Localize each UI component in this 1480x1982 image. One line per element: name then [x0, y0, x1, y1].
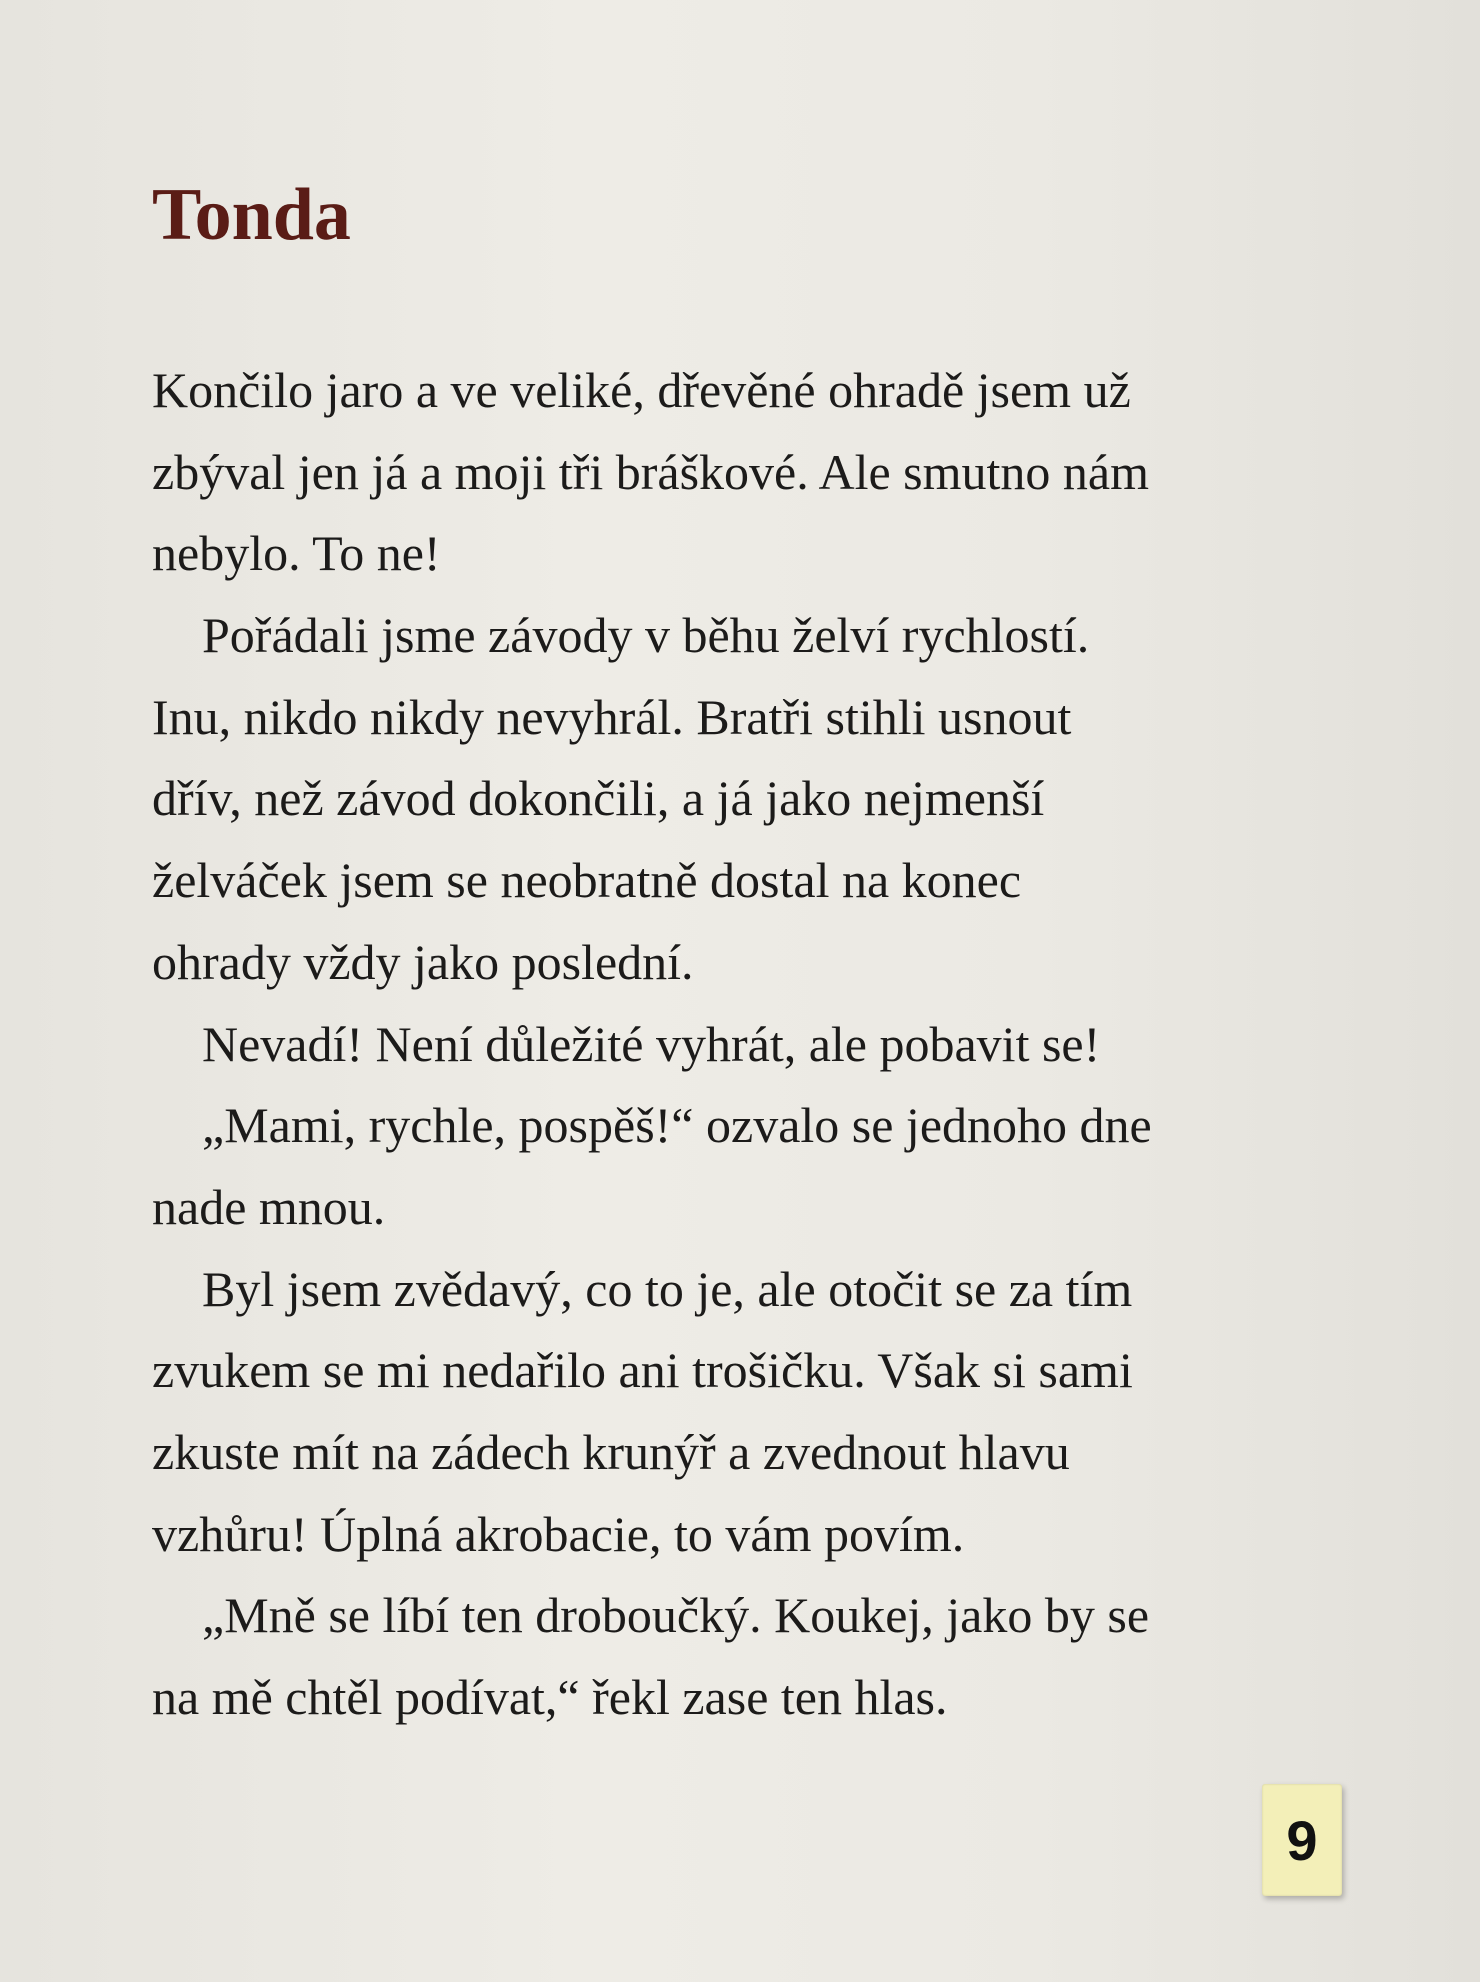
text-line: Nevadí! Není důležité vyhrát, ale pobavit se! [202, 1015, 1101, 1072]
text-line: Pořádali jsme závody v běhu želví rychlostí. [202, 607, 1090, 664]
text-line: vzhůru! Úplná akrobacie, to vám povím. [152, 1505, 965, 1562]
text-line: želváček jsem se neobratně dostal na konec [152, 852, 1022, 909]
text-line: Byl jsem zvědavý, co to je, ale otočit se za tím [202, 1260, 1133, 1317]
text-line: nebylo. To ne! [152, 525, 441, 582]
text-line: zvukem se mi nedařilo ani trošičku. Však si sami [152, 1342, 1133, 1399]
text-line: Inu, nikdo nikdy nevyhrál. Bratři stihli usnout [152, 688, 1072, 745]
text-line: ohrady vždy jako poslední. [152, 933, 694, 990]
text-line: „Mami, rychle, pospěš!“ ozvalo se jednoho dne [202, 1097, 1152, 1154]
text-line: dřív, než závod dokončili, a já jako nejmenší [152, 770, 1045, 827]
chapter-title: Tonda [152, 174, 351, 256]
page-number-tab [1262, 1784, 1342, 1896]
body-text [152, 350, 1312, 1739]
text-line: nade mnou. [152, 1178, 386, 1235]
text-line: zbýval jen já a moji tři bráškové. Ale smutno nám [152, 443, 1149, 500]
text-line: na mě chtěl podívat,“ řekl zase ten hlas. [152, 1669, 948, 1725]
page-number: 9 [1286, 1808, 1318, 1872]
text-line: zkuste mít na zádech krunýř a zvednout hlavu [152, 1423, 1070, 1480]
text-line: Končilo jaro a ve veliké, dřevěné ohradě jsem už [152, 362, 1131, 418]
text-line: „Mně se líbí ten droboučký. Koukej, jako by se [202, 1587, 1150, 1644]
